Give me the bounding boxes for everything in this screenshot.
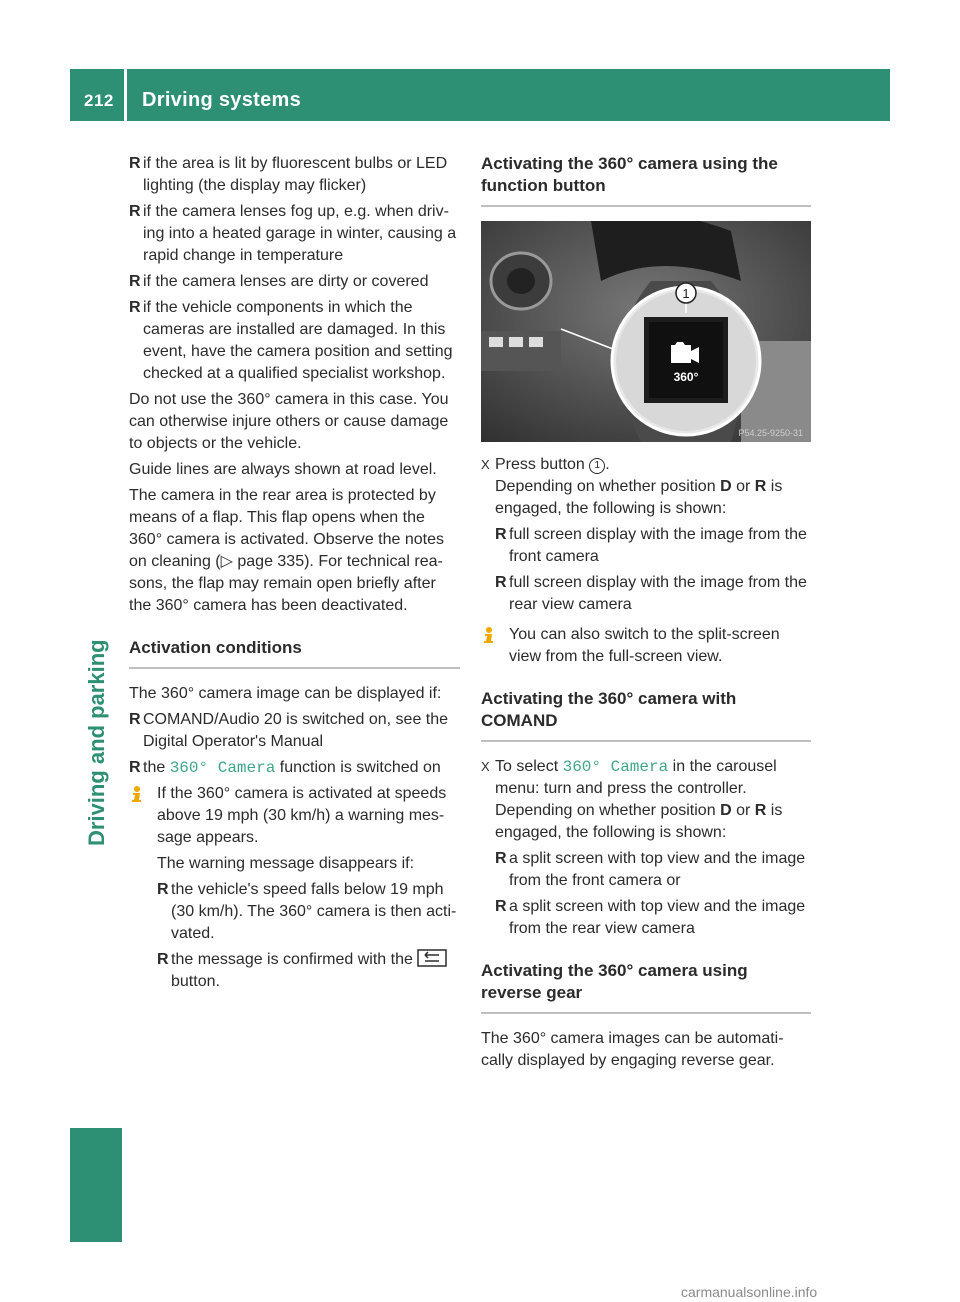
list-item-text: the message is confirmed with the	[171, 951, 413, 968]
callout-number: 1	[682, 286, 690, 301]
info-note	[129, 783, 460, 875]
info-subtext: The warning message disappears if:	[157, 855, 415, 872]
warning-paragraph: Do not use the 360° camera in this case. You can otherwise injure others or cause damage to objects or the vehicle.	[129, 391, 449, 452]
info-text: If the 360° camera is activated at speeds above 19 mph (30 km/h) a warning mes-sage appears.	[157, 785, 447, 846]
list-item-text: if the camera lenses are dirty or covered	[143, 273, 429, 290]
gear-r: R	[754, 802, 767, 819]
activation-intro: The 360° camera image can be displayed if:	[129, 685, 442, 702]
guide-lines-paragraph: Guide lines are always shown at road level.	[129, 461, 437, 478]
step-text: Depending on whether position	[495, 478, 716, 495]
bullet-icon: R	[129, 711, 141, 728]
list-item	[481, 896, 811, 940]
instruction-step	[481, 454, 811, 520]
list-item-text: COMAND/Audio 20 is switched on, see the Digital Operator's Manual	[143, 711, 449, 750]
list-item	[129, 949, 460, 993]
gear-r: R	[754, 478, 767, 495]
step-text: Press button	[495, 456, 585, 473]
step-text: .	[605, 456, 610, 473]
watermark: carmanualsonline.info	[681, 1284, 818, 1300]
bullet-icon: R	[129, 155, 141, 172]
menu-item-code: 360° Camera	[562, 758, 669, 776]
bullet-icon: R	[157, 951, 169, 968]
side-tab	[70, 121, 122, 1302]
list-item	[129, 201, 460, 267]
bullet-icon: R	[157, 881, 169, 898]
info-icon	[129, 785, 145, 803]
list-item	[129, 271, 460, 293]
step-text: or	[736, 802, 751, 819]
bullet-icon: R	[495, 850, 507, 867]
list-item	[129, 879, 460, 945]
list-item	[481, 848, 811, 892]
list-item	[129, 709, 460, 753]
gear-d: D	[720, 802, 732, 819]
header-divider	[124, 69, 127, 121]
page-header	[70, 69, 890, 121]
bullet-icon: R	[495, 574, 507, 591]
list-item	[129, 153, 460, 197]
list-item-text: full screen display with the image from the rear view camera	[509, 574, 807, 613]
step-text: To select	[495, 758, 559, 775]
step-arrow-icon: X	[481, 759, 490, 774]
instruction-step	[481, 756, 811, 844]
list-item-text: if the camera lenses fog up, e.g. when driv-ing into a heated garage in winter, causing a rapid change in temperature	[143, 203, 457, 264]
list-item	[481, 524, 811, 568]
right-column	[481, 153, 811, 1076]
page-number: 212	[84, 91, 114, 110]
list-item	[129, 757, 460, 779]
bullet-icon: R	[129, 759, 141, 776]
list-item	[481, 572, 811, 616]
reverse-gear-paragraph: The 360° camera images can be automati-cally displayed by engaging reverse gear.	[481, 1030, 784, 1069]
bullet-icon: R	[129, 299, 141, 316]
heading-reverse-gear: Activating the 360° camera using reverse gear	[481, 960, 811, 1014]
bullet-icon: R	[129, 273, 141, 290]
button-label: 360°	[673, 370, 699, 384]
photo-code: P54.25-9250-31	[738, 428, 803, 438]
info-text: You can also switch to the split-screen view from the full-screen view.	[509, 626, 780, 665]
list-item-text: if the vehicle components in which the cameras are installed are damaged. In this event, have the camera position and setting checked at a qualified specialist workshop.	[143, 299, 453, 382]
list-item-text: if the area is lit by fluorescent bulbs or LED lighting (the display may flicker)	[143, 155, 448, 194]
menu-item-code: 360° Camera	[169, 759, 276, 777]
side-marker	[70, 1128, 122, 1242]
section-title: Driving systems	[142, 89, 302, 111]
list-item-text: full screen display with the image from the front camera	[509, 526, 807, 565]
flap-paragraph: The camera in the rear area is protected by means of a flap. This flap opens when the 360° camera is activated. Observe the notes on cleaning (▷ page 335). For technical rea-sons, the flap may remain open briefly after the 360° camera has been deactivated.	[129, 487, 445, 614]
heading-activation-conditions: Activation conditions	[129, 637, 460, 669]
left-column	[129, 153, 460, 997]
list-item-text: function is switched on	[279, 759, 441, 776]
step-text: or	[736, 478, 751, 495]
step-arrow-icon: X	[481, 457, 490, 472]
steering-wheel-photo	[481, 221, 811, 442]
step-text: Depending on whether position	[495, 802, 716, 819]
step-text: in the carousel menu: turn and press the controller.	[495, 758, 777, 797]
bullet-icon: R	[129, 203, 141, 220]
list-item-text: button.	[171, 973, 220, 990]
gear-d: D	[720, 478, 732, 495]
list-item-text: a split screen with top view and the image from the rear view camera	[509, 898, 806, 937]
info-icon	[481, 626, 497, 644]
bullet-icon: R	[495, 526, 507, 543]
back-button-icon	[417, 949, 447, 967]
step-text: is engaged, the following is shown:	[495, 802, 783, 841]
list-item-text: a split screen with top view and the image from the front camera or	[509, 850, 806, 889]
list-item-text: the vehicle's speed falls below 19 mph (30 km/h). The 360° camera is then acti-vated.	[171, 881, 457, 942]
side-tab-label: Driving and parking	[84, 639, 109, 846]
bullet-icon: R	[495, 898, 507, 915]
step-text: is engaged, the following is shown:	[495, 478, 783, 517]
callout-ref-icon: 1	[589, 458, 605, 474]
info-note	[481, 624, 811, 668]
heading-function-button: Activating the 360° camera using the function button	[481, 153, 811, 207]
list-item	[129, 297, 460, 385]
list-item-text: the	[143, 759, 166, 776]
heading-comand: Activating the 360° camera with COMAND	[481, 688, 811, 742]
